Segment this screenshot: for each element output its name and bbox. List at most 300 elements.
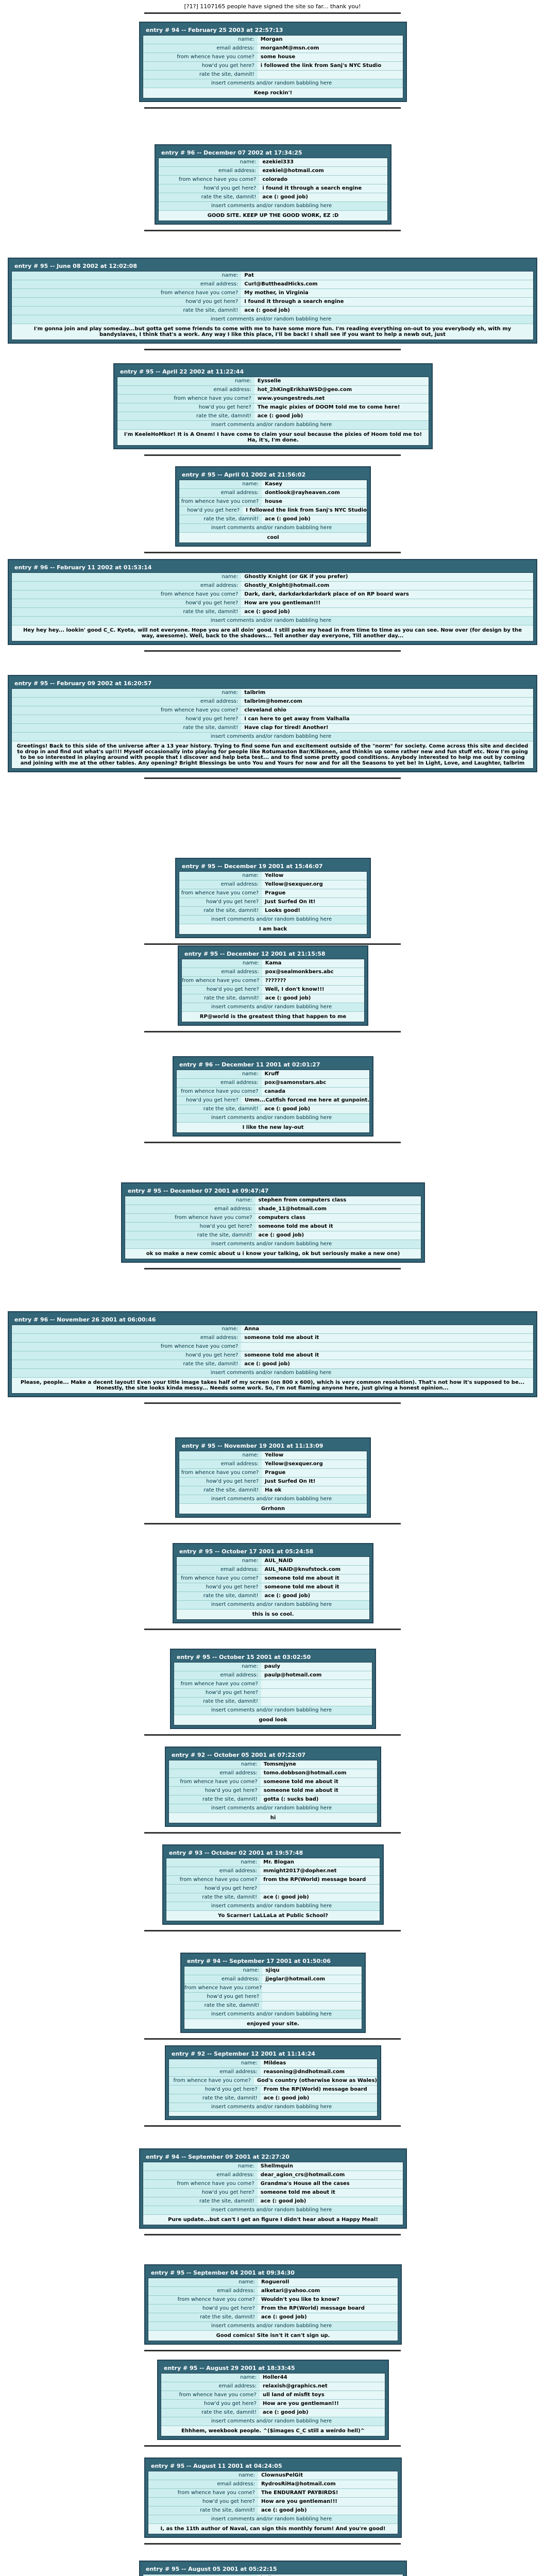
field-label: from whence have you come? bbox=[179, 1877, 258, 1883]
field-value-name: Kruff bbox=[262, 1070, 369, 1078]
field-label: rate the site, damnit! bbox=[196, 413, 251, 419]
field-label: insert comments and/or random babbling here bbox=[211, 917, 332, 922]
entry-body bbox=[179, 871, 367, 935]
field-value-email[interactable]: pox@samonstars.abc bbox=[262, 1079, 369, 1087]
divider bbox=[144, 1402, 401, 1404]
field-label: how'd you get here? bbox=[185, 299, 239, 304]
field-label: from whence have you come? bbox=[177, 2490, 255, 2496]
guestbook-entry bbox=[165, 2045, 381, 2120]
entry-row-from bbox=[143, 53, 403, 62]
divider bbox=[144, 552, 401, 553]
field-label: email address: bbox=[217, 2288, 255, 2294]
field-label: how'd you get here? bbox=[186, 1097, 239, 1103]
field-label: from whence have you come? bbox=[184, 1985, 262, 1991]
field-value-how: someone told me about it bbox=[258, 2189, 403, 2197]
entry-row-how bbox=[143, 62, 403, 71]
field-label: rate the site, damnit! bbox=[200, 2507, 255, 2513]
field-label: from whence have you come? bbox=[181, 1470, 259, 1476]
entry-row-how bbox=[166, 1885, 380, 1893]
entry-comment: I like the new lay-out bbox=[177, 1123, 369, 1132]
guestbook-entry bbox=[162, 1844, 384, 1925]
entry-row-rate bbox=[179, 1486, 367, 1495]
field-label: rate the site, damnit! bbox=[203, 908, 259, 913]
entry-row-comment-label bbox=[174, 1706, 372, 1715]
entry-comment: I'm KeeleHoMkor! It is A Onem! I have come to claim your soul because the pixies of Hoom told me to! Ha, it's, I'm done. bbox=[117, 430, 429, 445]
field-label: from whence have you come? bbox=[181, 1089, 259, 1094]
divider bbox=[144, 1031, 401, 1032]
field-value-rate: Looks good! bbox=[262, 907, 367, 915]
field-value-how: I can here to get away from Valhalla bbox=[241, 715, 533, 723]
entry-body bbox=[168, 2059, 378, 2116]
entry-row-rate bbox=[148, 2506, 398, 2515]
divider bbox=[144, 1142, 401, 1143]
field-label: rate the site, damnit! bbox=[200, 2314, 255, 2320]
entry-title: entry # 94 -- September 09 2001 at 22:27:20 bbox=[143, 2152, 403, 2162]
entry-row-how bbox=[179, 506, 367, 515]
entry-row-comment-label bbox=[161, 2417, 385, 2426]
field-value-email[interactable]: someone told me about it bbox=[241, 1334, 533, 1342]
entry-row-comment-label bbox=[179, 524, 367, 533]
field-value-email[interactable]: jjeglar@hotmail.com bbox=[262, 1975, 362, 1984]
entry-comment: Yo Scarner! LaLLaLa at Public School? bbox=[166, 1911, 380, 1921]
field-value-rate: ace (: good job) bbox=[241, 1360, 533, 1368]
field-value-email[interactable]: pox@sealmonkbers.abc bbox=[262, 968, 364, 976]
guestbook-entry bbox=[175, 858, 371, 938]
entry-body bbox=[143, 2574, 403, 2576]
field-label: email address: bbox=[217, 2481, 255, 2487]
field-value-rate: ace (: good job) bbox=[260, 1893, 380, 1902]
entry-comment: hi bbox=[169, 1813, 377, 1823]
field-value-name: talbrim bbox=[241, 689, 533, 697]
field-label: name: bbox=[239, 2472, 255, 2478]
entry-row-from bbox=[184, 1984, 362, 1993]
field-value-email[interactable]: Ghostly_Knight@hotmail.com bbox=[241, 582, 533, 590]
field-label: rate the site, damnit! bbox=[203, 1106, 259, 1112]
field-value-rate: gotta (: sucks bad) bbox=[261, 1795, 377, 1804]
field-label: how'd you get here? bbox=[206, 1584, 259, 1590]
divider bbox=[144, 2125, 401, 2127]
field-value-how: I found it through a search engine bbox=[241, 298, 533, 306]
field-value-name: Tomsmjyne bbox=[261, 1760, 377, 1769]
field-value-name: AUL_NAID bbox=[262, 1557, 369, 1565]
entry-title: entry # 95 -- November 19 2001 at 11:13:09 bbox=[179, 1441, 367, 1451]
entry-row-how bbox=[179, 1478, 367, 1486]
field-label: insert comments and/or random babbling here bbox=[211, 2207, 332, 2213]
field-value-email[interactable]: shade_11@hotmail.com bbox=[256, 1205, 421, 1213]
entry-body bbox=[11, 271, 534, 340]
field-value-name: pauly bbox=[261, 1663, 372, 1671]
field-label: email address: bbox=[219, 1770, 258, 1776]
field-label: rate the site, damnit! bbox=[199, 72, 254, 77]
field-value-rate: ace (: good job) bbox=[261, 2094, 377, 2103]
field-label: how'd you get here? bbox=[187, 507, 240, 513]
entry-title: entry # 95 -- December 12 2001 at 21:15:58 bbox=[181, 949, 365, 959]
field-value-how bbox=[262, 1993, 362, 2001]
entry-title: entry # 96 -- December 07 2002 at 17:34:25 bbox=[158, 148, 388, 158]
entry-row-comment-label bbox=[12, 733, 533, 741]
field-label: email address: bbox=[200, 1335, 239, 1341]
guestbook-entry bbox=[113, 363, 433, 449]
field-label: rate the site, damnit! bbox=[203, 1487, 259, 1493]
field-value-from: My mother, in Virginia bbox=[241, 289, 533, 297]
entry-title: entry # 95 -- October 17 2001 at 05:24:58 bbox=[176, 1547, 370, 1556]
entry-row-rate bbox=[12, 1360, 533, 1369]
entry-comment: I'm gonna join and play someday...but gotta get some friends to come with me to have some more fun. I'm reading everything on-out to you everybody eh, with my bandyslaves, I think that's a work. Any way I like this place, I'll be back! I shall see if you want to help a newb out, just bbox=[12, 324, 533, 340]
field-label: name: bbox=[242, 1452, 259, 1458]
entry-row-email bbox=[179, 1460, 367, 1469]
entry-comment: ok so make a new comic about u i know your talking, ok but seriously make a new one) bbox=[125, 1249, 421, 1259]
entry-row-from bbox=[177, 1574, 369, 1583]
field-value-rate: ace (: good job) bbox=[258, 2506, 398, 2515]
field-label: how'd you get here? bbox=[185, 600, 239, 606]
entry-row-how bbox=[12, 599, 533, 608]
field-value-how: From the RP(World) message board bbox=[258, 2304, 398, 2313]
guestbook-entry bbox=[157, 2360, 389, 2440]
entry-row-rate bbox=[177, 1592, 369, 1601]
entry-row-how bbox=[12, 715, 533, 724]
field-label: from whence have you come? bbox=[173, 2078, 251, 2083]
entry-title: entry # 95 -- August 11 2001 at 04:24:05 bbox=[148, 2461, 398, 2471]
field-value-email[interactable]: talbrim@homer.com bbox=[241, 698, 533, 706]
entry-comment: this is so cool. bbox=[177, 1609, 369, 1619]
field-label: rate the site, damnit! bbox=[197, 1232, 252, 1238]
entry-row-rate bbox=[117, 412, 429, 421]
field-label: rate the site, damnit! bbox=[203, 1699, 258, 1704]
entry-row-how bbox=[177, 1096, 369, 1105]
entry-row-from bbox=[143, 2180, 403, 2189]
guestbook-entry bbox=[139, 2148, 407, 2229]
entry-body bbox=[174, 1662, 372, 1725]
entry-row-how bbox=[125, 1223, 421, 1231]
entry-row-name bbox=[177, 1070, 369, 1079]
entry-comment bbox=[169, 2112, 377, 2116]
field-value-email[interactable]: AUL_NAID@knufstock.com bbox=[262, 1566, 369, 1574]
field-label: rate the site, damnit! bbox=[202, 1894, 258, 1900]
field-label: name: bbox=[235, 378, 251, 384]
field-label: name: bbox=[243, 960, 259, 966]
field-value-from bbox=[261, 1680, 372, 1688]
divider bbox=[144, 1523, 401, 1524]
field-value-name: Kasey bbox=[262, 480, 367, 488]
field-value-how: someone told me about it bbox=[261, 1787, 377, 1795]
field-label: name: bbox=[222, 273, 239, 278]
field-label: insert comments and/or random babbling here bbox=[211, 2516, 332, 2522]
entry-body bbox=[176, 1070, 370, 1133]
field-value-from: Wouldn't you like to know? bbox=[258, 2296, 398, 2304]
field-label: from whence have you come? bbox=[160, 290, 239, 296]
field-label: email address: bbox=[200, 583, 239, 588]
field-label: name: bbox=[242, 1664, 258, 1669]
entry-row-email bbox=[12, 582, 533, 590]
field-label: name: bbox=[241, 1761, 258, 1767]
entry-comment: RP@world is the greatest thing that happen to me bbox=[182, 1012, 364, 1022]
field-value-from: computers class bbox=[256, 1214, 421, 1222]
field-label: insert comments and/or random babbling here bbox=[211, 1602, 332, 1607]
entry-row-name bbox=[169, 1760, 377, 1769]
field-label: insert comments and/or random babbling here bbox=[211, 2323, 332, 2329]
field-value-email[interactable]: morganM@msn.com bbox=[258, 44, 403, 53]
field-value-email[interactable]: dear_agion_crs@hotmail.com bbox=[258, 2171, 403, 2179]
guestbook-entry bbox=[175, 1437, 371, 1518]
field-value-rate: Ha ok bbox=[262, 1486, 367, 1495]
divider bbox=[144, 2038, 401, 2040]
field-value-from: God's country (otherwise know as Wales) bbox=[254, 2077, 377, 2085]
entry-comment: cool bbox=[179, 533, 367, 543]
field-label: insert comments and/or random babbling here bbox=[211, 1115, 332, 1121]
field-label: from whence have you come? bbox=[180, 1681, 258, 1687]
field-label: how'd you get here? bbox=[185, 1352, 239, 1358]
field-value-from bbox=[241, 1343, 533, 1351]
field-label: insert comments and/or random babbling here bbox=[210, 1370, 332, 1376]
field-label: name: bbox=[222, 690, 239, 696]
field-label: email address: bbox=[220, 1567, 259, 1572]
guestbook-entry bbox=[8, 675, 537, 772]
field-value-from: from the RP(World) message board bbox=[260, 1876, 380, 1884]
field-label: email address: bbox=[218, 168, 257, 174]
entry-title: entry # 95 -- August 29 2001 at 18:33:45 bbox=[161, 2363, 385, 2373]
field-value-rate: ace (: good job) bbox=[254, 412, 429, 420]
entry-row-email bbox=[179, 489, 367, 498]
field-label: from whence have you come? bbox=[182, 978, 260, 984]
entry-body bbox=[148, 2471, 398, 2534]
field-value-name: Yellow bbox=[262, 1451, 367, 1460]
divider bbox=[144, 1832, 401, 1834]
field-label: email address: bbox=[219, 2069, 258, 2075]
entry-title: entry # 96 -- November 26 2001 at 06:00:46 bbox=[11, 1315, 534, 1325]
field-value-email[interactable]: hot_2hKingErikhaWSD@geo.com bbox=[254, 386, 429, 394]
guestbook-entry bbox=[8, 1311, 537, 1397]
field-value-email[interactable]: ezekiel@hotmail.com bbox=[259, 167, 387, 175]
entry-row-email bbox=[143, 2171, 403, 2180]
field-value-email[interactable]: tomo.dobbson@hotmail.com bbox=[261, 1769, 377, 1777]
entry-row-from bbox=[117, 395, 429, 403]
divider bbox=[144, 1734, 401, 1736]
entry-row-comment-label bbox=[166, 1902, 380, 1911]
entry-row-how bbox=[12, 1351, 533, 1360]
entry-title: entry # 95 -- December 07 2001 at 09:47:47 bbox=[125, 1186, 421, 1196]
field-value-how: i followed the link from Sanj's NYC Studio bbox=[258, 62, 403, 70]
entry-row-name bbox=[166, 1858, 380, 1867]
guestbook-entry bbox=[173, 1056, 373, 1137]
field-value-email[interactable]: mmight2017@dopher.net bbox=[260, 1867, 380, 1875]
entry-body bbox=[179, 480, 367, 543]
divider bbox=[144, 943, 401, 945]
field-value-name: Morgan bbox=[258, 36, 403, 44]
entry-body bbox=[176, 1556, 370, 1620]
entry-row-how bbox=[177, 1583, 369, 1592]
divider bbox=[144, 2543, 401, 2545]
entry-comment: Good comics! Site isn't it can't sign up. bbox=[148, 2331, 398, 2341]
entry-row-email bbox=[177, 1566, 369, 1574]
guestbook-entry bbox=[8, 559, 537, 645]
entry-comment: I, as the 11th author of Naval, can sign this monthly forum! And you're good! bbox=[148, 2524, 398, 2534]
entry-row-from bbox=[125, 1214, 421, 1223]
entry-title: entry # 94 -- February 25 2003 at 22:57:13 bbox=[143, 25, 403, 35]
field-value-from: Grandma's House all the cases bbox=[258, 2180, 403, 2188]
entry-row-email bbox=[182, 968, 364, 977]
field-label: rate the site, damnit! bbox=[203, 1593, 259, 1599]
entry-comment: Grrhonn bbox=[179, 1504, 367, 1514]
entry-row-from bbox=[166, 1876, 380, 1885]
entry-row-email bbox=[169, 1769, 377, 1778]
field-label: insert comments and/or random babbling here bbox=[211, 422, 332, 428]
entry-row-from bbox=[169, 1778, 377, 1787]
entry-comment: GOOD SITE. KEEP UP THE GOOD WORK, EZ :D bbox=[159, 211, 387, 221]
field-value-name: Ghostly Knight (or GK if you prefer) bbox=[241, 573, 533, 581]
field-label: rate the site, damnit! bbox=[183, 725, 239, 731]
entry-row-how bbox=[148, 2304, 398, 2313]
entry-comment: I am back bbox=[179, 924, 367, 934]
entry-row-rate bbox=[184, 2002, 362, 2010]
entry-row-email bbox=[184, 1975, 362, 1984]
field-value-email[interactable]: Yellow@sexquer.org bbox=[262, 1460, 367, 1468]
entry-row-email bbox=[143, 44, 403, 53]
entry-row-how bbox=[12, 298, 533, 307]
field-value-email[interactable]: RydrosRiHa@hotmail.com bbox=[258, 2480, 398, 2488]
header-count: [?1?] 1107165 people have signed the site so far... thank you! bbox=[184, 3, 361, 10]
field-label: how'd you get here? bbox=[205, 1886, 258, 1891]
entry-comment: enjoyed your site. bbox=[184, 2019, 362, 2029]
entry-row-name bbox=[12, 1325, 533, 1334]
field-value-name: ezekiel333 bbox=[259, 158, 387, 166]
field-value-how: Well, I don't know!!! bbox=[262, 986, 364, 994]
entry-body bbox=[117, 377, 429, 446]
entry-row-how bbox=[169, 2086, 377, 2094]
entry-row-comment-label bbox=[179, 916, 367, 924]
field-label: from whence have you come? bbox=[160, 1344, 239, 1349]
entry-title: entry # 95 -- October 15 2001 at 03:02:50 bbox=[174, 1652, 372, 1662]
field-label: rate the site, damnit! bbox=[201, 2410, 257, 2415]
entry-row-comment-label bbox=[148, 2515, 398, 2524]
field-label: name: bbox=[243, 1968, 260, 1973]
field-value-email[interactable]: paulp@hotmail.com bbox=[261, 1671, 372, 1680]
entry-title: entry # 95 -- December 19 2001 at 15:46:07 bbox=[179, 861, 367, 871]
guestbook-entry bbox=[144, 2458, 402, 2538]
field-label: rate the site, damnit! bbox=[203, 995, 259, 1001]
entry-row-name bbox=[177, 1557, 369, 1566]
field-value-rate: ace (: good job) bbox=[258, 2197, 403, 2206]
field-value-email[interactable]: relaxish@graphics.net bbox=[260, 2382, 385, 2391]
entry-row-how bbox=[159, 184, 387, 193]
guestbook-entry bbox=[121, 1182, 425, 1263]
field-label: how'd you get here? bbox=[201, 2190, 254, 2195]
field-value-email[interactable]: Curl@ButtheadHicks.com bbox=[241, 280, 533, 289]
field-label: from whence have you come? bbox=[181, 1575, 259, 1581]
entry-row-email bbox=[12, 1334, 533, 1343]
field-label: email address: bbox=[220, 1461, 259, 1467]
field-label: how'd you get here? bbox=[206, 987, 259, 992]
field-label: email address: bbox=[200, 281, 239, 287]
entry-row-how bbox=[174, 1689, 372, 1698]
entry-row-comment-label bbox=[125, 1240, 421, 1249]
entry-row-how bbox=[161, 2400, 385, 2409]
entry-row-how bbox=[169, 1787, 377, 1795]
field-label: name: bbox=[240, 2375, 257, 2380]
field-value-name: Eysselle bbox=[254, 377, 429, 385]
entry-row-from bbox=[148, 2296, 398, 2304]
field-label: insert comments and/or random babbling here bbox=[210, 618, 332, 623]
field-label: email address: bbox=[221, 1976, 260, 1982]
entry-body bbox=[11, 1325, 534, 1394]
field-value-email[interactable]: Yellow@sexquer.org bbox=[262, 880, 367, 889]
field-label: name: bbox=[241, 1859, 258, 1865]
entry-row-rate bbox=[125, 1231, 421, 1240]
field-value-email[interactable]: reasoning@dndhotmail.com bbox=[261, 2068, 377, 2076]
field-value-from: The ENDURANT PAYBIRDS! bbox=[258, 2489, 398, 2497]
entry-row-comment-label bbox=[179, 1495, 367, 1504]
entry-row-from bbox=[182, 977, 364, 986]
entry-row-rate bbox=[12, 307, 533, 315]
entry-row-name bbox=[12, 272, 533, 280]
field-value-from bbox=[262, 1984, 362, 1992]
entry-row-email bbox=[161, 2382, 385, 2391]
field-label: email address: bbox=[220, 490, 259, 496]
entry-row-rate bbox=[177, 1105, 369, 1114]
field-value-rate: ace (: good job) bbox=[262, 994, 364, 1003]
field-value-from: house bbox=[262, 498, 367, 506]
field-label: rate the site, damnit! bbox=[202, 1797, 258, 1802]
entry-row-name bbox=[169, 2059, 377, 2068]
entry-row-how bbox=[182, 986, 364, 994]
field-label: name: bbox=[235, 1197, 252, 1203]
field-value-how: i found it through a search engine bbox=[259, 184, 387, 193]
entry-body bbox=[11, 572, 534, 641]
field-label: how'd you get here? bbox=[201, 63, 254, 69]
field-label: how'd you get here? bbox=[202, 2499, 255, 2504]
field-value-rate: ace (: good job) bbox=[241, 608, 533, 616]
entry-row-name bbox=[179, 1451, 367, 1460]
entry-title: entry # 93 -- October 02 2001 at 19:57:48 bbox=[166, 1848, 380, 1858]
entry-body bbox=[143, 35, 403, 98]
field-label: from whence have you come? bbox=[177, 2181, 254, 2187]
field-value-name: Kama bbox=[262, 959, 364, 968]
entry-row-how bbox=[143, 2189, 403, 2197]
field-label: insert comments and/or random babbling here bbox=[211, 2418, 332, 2424]
entry-body bbox=[179, 1451, 367, 1514]
entry-row-email bbox=[177, 1079, 369, 1088]
field-label: from whence have you come? bbox=[178, 177, 257, 182]
field-label: email address: bbox=[218, 2383, 257, 2389]
field-value-from: some house bbox=[258, 53, 403, 61]
field-label: from whence have you come? bbox=[177, 2297, 255, 2302]
entry-row-comment-label bbox=[169, 1804, 377, 1813]
entry-row-how bbox=[184, 1993, 362, 2002]
entry-row-name bbox=[143, 36, 403, 44]
entry-row-email bbox=[174, 1671, 372, 1680]
entry-row-comment-label bbox=[143, 79, 403, 88]
guestbook-entry bbox=[173, 1543, 373, 1623]
field-value-from: www.youngestreds.net bbox=[254, 395, 429, 403]
field-label: from whence have you come? bbox=[177, 54, 254, 60]
field-label: how'd you get here? bbox=[198, 404, 251, 410]
divider bbox=[144, 777, 401, 779]
field-value-email[interactable]: dontlook@rayheaven.com bbox=[262, 489, 367, 497]
entry-comment: Keep rockin'! bbox=[143, 88, 403, 98]
field-label: email address: bbox=[214, 1206, 252, 1212]
field-label: from whence have you come? bbox=[181, 890, 259, 896]
divider bbox=[144, 12, 401, 14]
entry-row-from bbox=[12, 590, 533, 599]
field-value-rate: ace (: good job) bbox=[241, 307, 533, 315]
field-value-rate: ace (: good job) bbox=[258, 2313, 398, 2321]
divider bbox=[144, 230, 401, 231]
entry-row-comment-label bbox=[182, 1003, 364, 1012]
field-label: from whence have you come? bbox=[181, 499, 259, 504]
divider bbox=[144, 454, 401, 456]
field-value-email[interactable]: alketari@yahoo.com bbox=[258, 2287, 398, 2295]
field-value-rate bbox=[261, 1698, 372, 1706]
field-value-how: I followed the link from Sanj's NYC Studio bbox=[243, 506, 367, 515]
